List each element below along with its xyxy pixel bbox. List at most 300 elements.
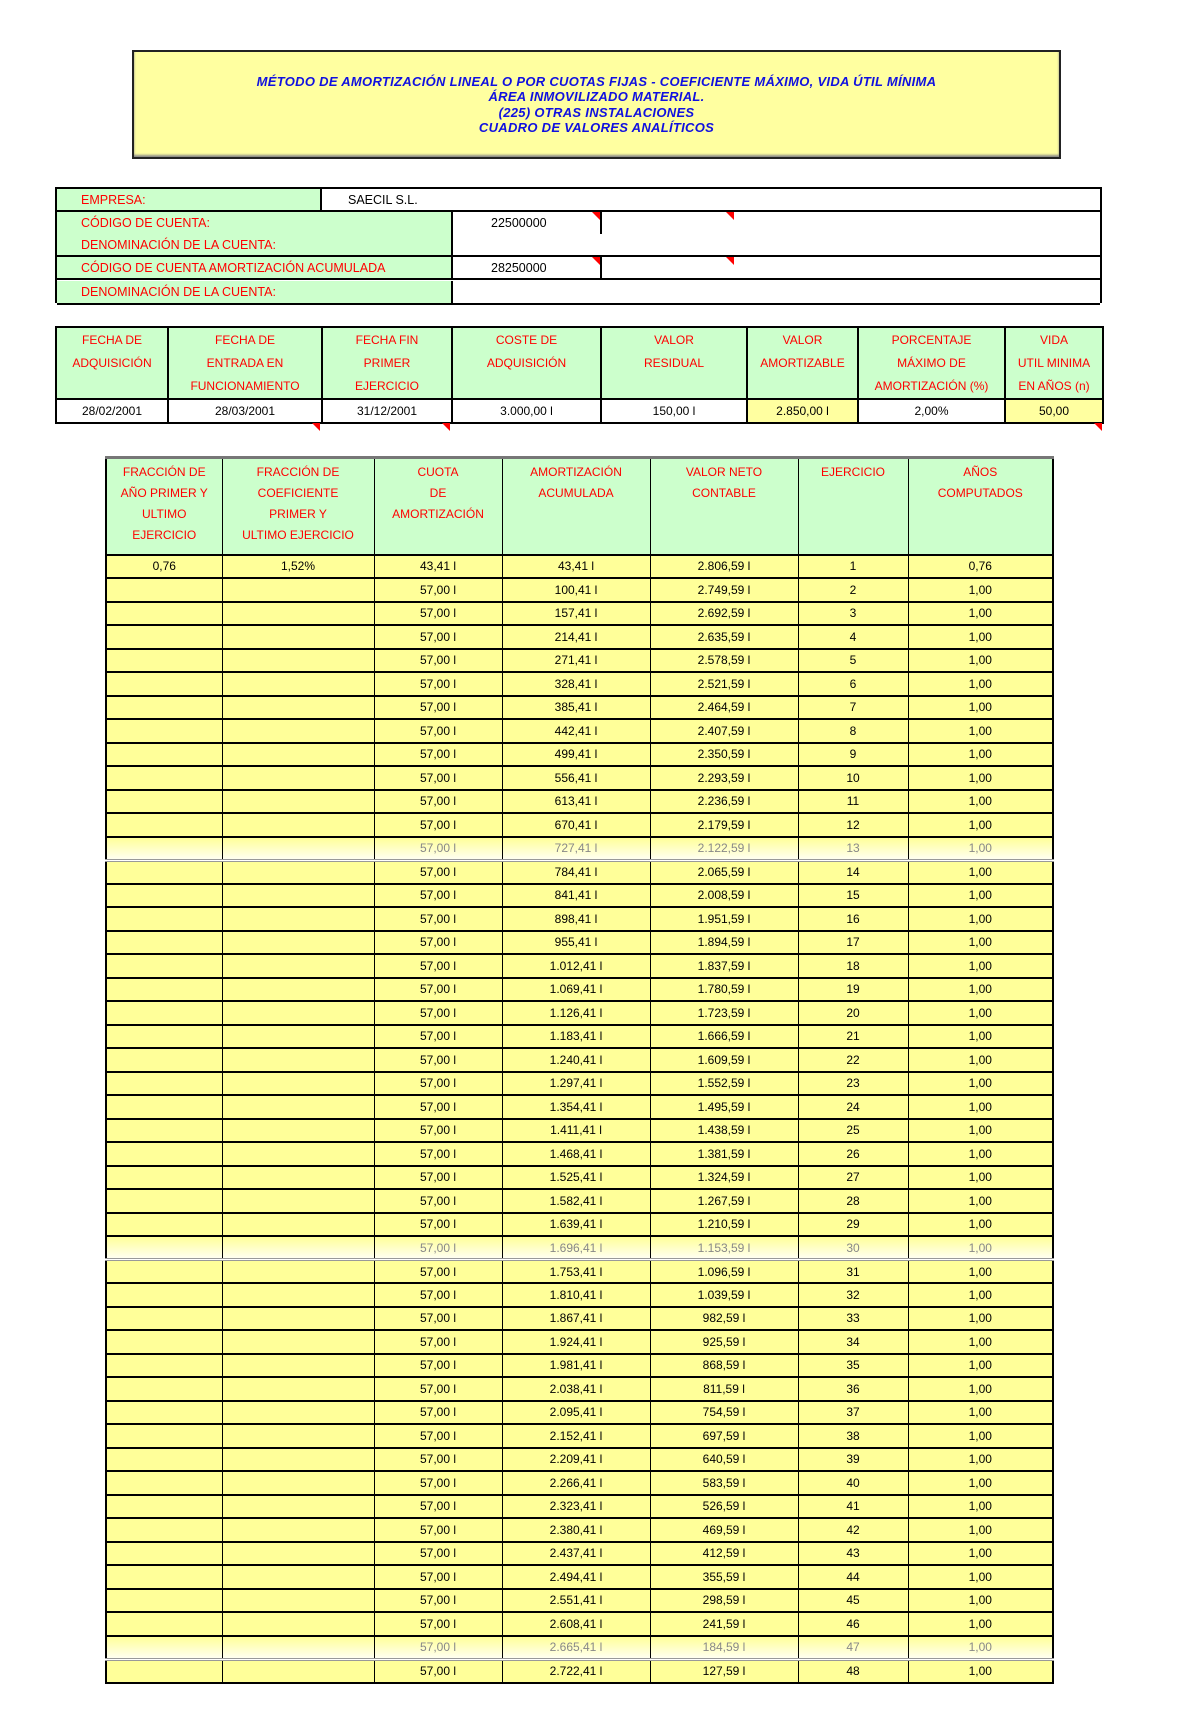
valor-neto-contable-cell[interactable]: 640,59 l [650,1448,798,1472]
cuota-amortizacion-cell[interactable]: 57,00 l [374,813,502,837]
anos-computados-cell[interactable]: 1,00 [908,1236,1053,1260]
cuota-amortizacion-cell[interactable]: 57,00 l [374,696,502,720]
ejercicio-cell[interactable]: 3 [798,602,908,626]
amortizacion-acumulada-cell[interactable]: 2.494,41 l [502,1565,650,1589]
cuota-amortizacion-cell[interactable]: 57,00 l [374,1636,502,1660]
ejercicio-cell[interactable]: 41 [798,1495,908,1519]
ejercicio-cell[interactable]: 43 [798,1542,908,1566]
fraccion-ano-cell[interactable] [106,1260,222,1284]
fraccion-ano-cell[interactable] [106,602,222,626]
valor-neto-contable-cell[interactable]: 412,59 l [650,1542,798,1566]
ejercicio-cell[interactable]: 32 [798,1283,908,1307]
fraccion-ano-cell[interactable] [106,1166,222,1190]
valor-neto-contable-cell[interactable]: 2.179,59 l [650,813,798,837]
fraccion-ano-cell[interactable] [106,1636,222,1660]
fraccion-ano-cell[interactable] [106,1307,222,1331]
fraccion-coeficiente-cell[interactable] [222,1659,374,1683]
valor-neto-contable-cell[interactable]: 583,59 l [650,1471,798,1495]
amortizacion-acumulada-cell[interactable]: 1.867,41 l [502,1307,650,1331]
comment-indicator-icon[interactable] [726,257,734,265]
ejercicio-cell[interactable]: 7 [798,696,908,720]
fraccion-ano-cell[interactable] [106,860,222,884]
anos-computados-cell[interactable]: 1,00 [908,1377,1053,1401]
fraccion-coeficiente-cell[interactable] [222,907,374,931]
amortizacion-acumulada-cell[interactable]: 499,41 l [502,743,650,767]
ejercicio-cell[interactable]: 33 [798,1307,908,1331]
amortizacion-acumulada-cell[interactable]: 1.468,41 l [502,1142,650,1166]
comment-indicator-icon[interactable] [442,423,450,431]
vida-util-minima-value[interactable]: 50,00 [1005,399,1103,423]
anos-computados-cell[interactable]: 1,00 [908,1659,1053,1683]
anos-computados-cell[interactable]: 1,00 [908,1636,1053,1660]
valor-neto-contable-cell[interactable]: 2.635,59 l [650,625,798,649]
anos-computados-cell[interactable]: 1,00 [908,954,1053,978]
fraccion-coeficiente-cell[interactable] [222,1471,374,1495]
valor-neto-contable-cell[interactable]: 1.153,59 l [650,1236,798,1260]
ejercicio-cell[interactable]: 37 [798,1401,908,1425]
amortizacion-acumulada-cell[interactable]: 2.323,41 l [502,1495,650,1519]
fraccion-ano-cell[interactable] [106,1330,222,1354]
valor-neto-contable-cell[interactable]: 1.894,59 l [650,931,798,955]
cuota-amortizacion-cell[interactable]: 57,00 l [374,1260,502,1284]
fraccion-coeficiente-cell[interactable] [222,884,374,908]
amortizacion-acumulada-cell[interactable]: 1.126,41 l [502,1001,650,1025]
ejercicio-cell[interactable]: 17 [798,931,908,955]
fraccion-coeficiente-cell[interactable] [222,954,374,978]
cuota-amortizacion-cell[interactable]: 57,00 l [374,1424,502,1448]
fraccion-coeficiente-cell[interactable] [222,743,374,767]
anos-computados-cell[interactable]: 1,00 [908,1424,1053,1448]
cuota-amortizacion-cell[interactable]: 57,00 l [374,1518,502,1542]
valor-neto-contable-cell[interactable]: 2.122,59 l [650,837,798,861]
fraccion-ano-cell[interactable] [106,1236,222,1260]
valor-neto-contable-cell[interactable]: 1.780,59 l [650,978,798,1002]
fraccion-coeficiente-cell[interactable] [222,1189,374,1213]
anos-computados-cell[interactable]: 1,00 [908,1260,1053,1284]
anos-computados-cell[interactable]: 1,00 [908,1142,1053,1166]
cuota-amortizacion-cell[interactable]: 57,00 l [374,672,502,696]
empresa-value[interactable]: SAECIL S.L. [322,189,1100,210]
fraccion-ano-cell[interactable] [106,1142,222,1166]
valor-neto-contable-cell[interactable]: 1.210,59 l [650,1213,798,1237]
amortizacion-acumulada-cell[interactable]: 1.354,41 l [502,1095,650,1119]
fraccion-coeficiente-cell[interactable] [222,931,374,955]
ejercicio-cell[interactable]: 10 [798,766,908,790]
cuota-amortizacion-cell[interactable]: 57,00 l [374,1025,502,1049]
anos-computados-cell[interactable]: 1,00 [908,1448,1053,1472]
amortizacion-acumulada-cell[interactable]: 1.012,41 l [502,954,650,978]
fraccion-ano-cell[interactable] [106,1283,222,1307]
ejercicio-cell[interactable]: 12 [798,813,908,837]
fraccion-ano-cell[interactable] [106,837,222,861]
anos-computados-cell[interactable]: 1,00 [908,813,1053,837]
fraccion-ano-cell[interactable] [106,625,222,649]
ejercicio-cell[interactable]: 18 [798,954,908,978]
ejercicio-cell[interactable]: 45 [798,1589,908,1613]
fraccion-ano-cell[interactable] [106,1659,222,1683]
amortizacion-acumulada-cell[interactable]: 2.266,41 l [502,1471,650,1495]
fraccion-ano-cell[interactable] [106,1213,222,1237]
fraccion-ano-cell[interactable] [106,1354,222,1378]
cuota-amortizacion-cell[interactable]: 57,00 l [374,1001,502,1025]
valor-neto-contable-cell[interactable]: 1.723,59 l [650,1001,798,1025]
valor-amortizable-value[interactable]: 2.850,00 l [747,399,858,423]
comment-indicator-icon[interactable] [592,212,600,220]
amortizacion-acumulada-cell[interactable]: 1.525,41 l [502,1166,650,1190]
valor-neto-contable-cell[interactable]: 811,59 l [650,1377,798,1401]
cuota-amortizacion-cell[interactable]: 57,00 l [374,625,502,649]
anos-computados-cell[interactable]: 1,00 [908,1166,1053,1190]
cuota-amortizacion-cell[interactable]: 57,00 l [374,884,502,908]
fraccion-ano-cell[interactable] [106,766,222,790]
fraccion-ano-cell[interactable] [106,1542,222,1566]
fraccion-coeficiente-cell[interactable] [222,1001,374,1025]
valor-neto-contable-cell[interactable]: 1.438,59 l [650,1119,798,1143]
cuota-amortizacion-cell[interactable]: 57,00 l [374,719,502,743]
anos-computados-cell[interactable]: 1,00 [908,1072,1053,1096]
valor-neto-contable-cell[interactable]: 2.692,59 l [650,602,798,626]
anos-computados-cell[interactable]: 1,00 [908,1189,1053,1213]
fraccion-ano-cell[interactable] [106,1377,222,1401]
fraccion-ano-cell[interactable] [106,1589,222,1613]
fraccion-ano-cell[interactable] [106,1025,222,1049]
cuota-amortizacion-cell[interactable]: 57,00 l [374,907,502,931]
fraccion-coeficiente-cell[interactable] [222,672,374,696]
anos-computados-cell[interactable]: 1,00 [908,1025,1053,1049]
cuota-amortizacion-cell[interactable]: 57,00 l [374,1612,502,1636]
fraccion-coeficiente-cell[interactable] [222,790,374,814]
codigo-cuenta-value[interactable] [453,212,602,234]
anos-computados-cell[interactable]: 1,00 [908,1565,1053,1589]
valor-neto-contable-cell[interactable]: 1.096,59 l [650,1260,798,1284]
fraccion-ano-cell[interactable] [106,672,222,696]
ejercicio-cell[interactable]: 21 [798,1025,908,1049]
fraccion-ano-cell[interactable] [106,1495,222,1519]
amortizacion-acumulada-cell[interactable]: 841,41 l [502,884,650,908]
anos-computados-cell[interactable]: 1,00 [908,1213,1053,1237]
cuota-amortizacion-cell[interactable]: 57,00 l [374,578,502,602]
denominacion-value[interactable] [453,234,1100,255]
valor-residual-value[interactable]: 150,00 l [601,399,747,423]
fraccion-ano-cell[interactable] [106,1072,222,1096]
amortizacion-acumulada-cell[interactable]: 2.665,41 l [502,1636,650,1660]
amortizacion-acumulada-cell[interactable]: 2.551,41 l [502,1589,650,1613]
amortizacion-acumulada-cell[interactable]: 1.069,41 l [502,978,650,1002]
anos-computados-cell[interactable]: 1,00 [908,978,1053,1002]
valor-neto-contable-cell[interactable]: 1.609,59 l [650,1048,798,1072]
amortizacion-acumulada-cell[interactable]: 1.753,41 l [502,1260,650,1284]
cuota-amortizacion-cell[interactable]: 57,00 l [374,1354,502,1378]
amortizacion-acumulada-cell[interactable]: 442,41 l [502,719,650,743]
cuota-amortizacion-cell[interactable]: 57,00 l [374,1095,502,1119]
fraccion-coeficiente-cell[interactable] [222,578,374,602]
codigo-cuenta-extra[interactable] [602,212,1100,234]
amortizacion-acumulada-cell[interactable]: 1.411,41 l [502,1119,650,1143]
valor-neto-contable-cell[interactable]: 298,59 l [650,1589,798,1613]
fraccion-ano-cell[interactable] [106,1119,222,1143]
amortizacion-acumulada-cell[interactable]: 2.722,41 l [502,1659,650,1683]
fraccion-coeficiente-cell[interactable] [222,1072,374,1096]
porcentaje-maximo-value[interactable]: 2,00% [858,399,1005,423]
fraccion-ano-cell[interactable] [106,1565,222,1589]
fraccion-coeficiente-cell[interactable] [222,625,374,649]
comment-indicator-icon[interactable] [592,257,600,265]
fraccion-ano-cell[interactable] [106,1448,222,1472]
valor-neto-contable-cell[interactable]: 1.039,59 l [650,1283,798,1307]
anos-computados-cell[interactable]: 1,00 [908,837,1053,861]
cuota-amortizacion-cell[interactable]: 57,00 l [374,1142,502,1166]
codigo-amort-value[interactable] [453,257,602,278]
cuota-amortizacion-cell[interactable]: 57,00 l [374,649,502,673]
anos-computados-cell[interactable]: 1,00 [908,790,1053,814]
fraccion-coeficiente-cell[interactable] [222,1025,374,1049]
valor-neto-contable-cell[interactable]: 184,59 l [650,1636,798,1660]
fraccion-ano-cell[interactable] [106,1001,222,1025]
anos-computados-cell[interactable]: 1,00 [908,1001,1053,1025]
amortizacion-acumulada-cell[interactable]: 1.924,41 l [502,1330,650,1354]
ejercicio-cell[interactable]: 27 [798,1166,908,1190]
codigo-amort-extra[interactable] [602,257,1100,278]
cuota-amortizacion-cell[interactable]: 57,00 l [374,1471,502,1495]
fraccion-coeficiente-cell[interactable] [222,1330,374,1354]
ejercicio-cell[interactable]: 39 [798,1448,908,1472]
valor-neto-contable-cell[interactable]: 868,59 l [650,1354,798,1378]
anos-computados-cell[interactable]: 1,00 [908,884,1053,908]
anos-computados-cell[interactable]: 1,00 [908,1589,1053,1613]
anos-computados-cell[interactable]: 1,00 [908,1048,1053,1072]
fraccion-ano-cell[interactable] [106,813,222,837]
amortizacion-acumulada-cell[interactable]: 2.608,41 l [502,1612,650,1636]
fraccion-ano-cell[interactable] [106,1424,222,1448]
anos-computados-cell[interactable]: 1,00 [908,743,1053,767]
cuota-amortizacion-cell[interactable]: 57,00 l [374,1565,502,1589]
ejercicio-cell[interactable]: 15 [798,884,908,908]
fraccion-ano-cell[interactable] [106,696,222,720]
fraccion-ano-cell[interactable] [106,578,222,602]
fraccion-ano-cell[interactable] [106,931,222,955]
fraccion-ano-cell[interactable] [106,1048,222,1072]
ejercicio-cell[interactable]: 30 [798,1236,908,1260]
fraccion-coeficiente-cell[interactable] [222,1565,374,1589]
fraccion-ano-cell[interactable]: 0,76 [106,555,222,579]
fraccion-ano-cell[interactable] [106,907,222,931]
cuota-amortizacion-cell[interactable]: 57,00 l [374,743,502,767]
cuota-amortizacion-cell[interactable]: 57,00 l [374,1119,502,1143]
ejercicio-cell[interactable]: 13 [798,837,908,861]
cuota-amortizacion-cell[interactable]: 57,00 l [374,1495,502,1519]
ejercicio-cell[interactable]: 35 [798,1354,908,1378]
amortizacion-acumulada-cell[interactable]: 784,41 l [502,860,650,884]
valor-neto-contable-cell[interactable]: 526,59 l [650,1495,798,1519]
ejercicio-cell[interactable]: 48 [798,1659,908,1683]
amortizacion-acumulada-cell[interactable]: 1.297,41 l [502,1072,650,1096]
fraccion-ano-cell[interactable] [106,1401,222,1425]
anos-computados-cell[interactable]: 1,00 [908,907,1053,931]
amortizacion-acumulada-cell[interactable]: 556,41 l [502,766,650,790]
fraccion-coeficiente-cell[interactable] [222,602,374,626]
fraccion-coeficiente-cell[interactable] [222,1048,374,1072]
cuota-amortizacion-cell[interactable]: 57,00 l [374,790,502,814]
fraccion-coeficiente-cell[interactable] [222,1142,374,1166]
amortizacion-acumulada-cell[interactable]: 1.240,41 l [502,1048,650,1072]
ejercicio-cell[interactable]: 4 [798,625,908,649]
ejercicio-cell[interactable]: 47 [798,1636,908,1660]
amortizacion-acumulada-cell[interactable]: 1.810,41 l [502,1283,650,1307]
ejercicio-cell[interactable]: 31 [798,1260,908,1284]
fraccion-coeficiente-cell[interactable] [222,1518,374,1542]
amortizacion-acumulada-cell[interactable]: 214,41 l [502,625,650,649]
valor-neto-contable-cell[interactable]: 1.666,59 l [650,1025,798,1049]
fraccion-ano-cell[interactable] [106,649,222,673]
denominacion2-value[interactable] [453,281,1100,303]
valor-neto-contable-cell[interactable]: 2.521,59 l [650,672,798,696]
cuota-amortizacion-cell[interactable]: 57,00 l [374,860,502,884]
valor-neto-contable-cell[interactable]: 2.407,59 l [650,719,798,743]
amortizacion-acumulada-cell[interactable]: 898,41 l [502,907,650,931]
ejercicio-cell[interactable]: 14 [798,860,908,884]
fraccion-coeficiente-cell[interactable] [222,860,374,884]
anos-computados-cell[interactable]: 1,00 [908,625,1053,649]
ejercicio-cell[interactable]: 8 [798,719,908,743]
ejercicio-cell[interactable]: 28 [798,1189,908,1213]
cuota-amortizacion-cell[interactable]: 57,00 l [374,954,502,978]
anos-computados-cell[interactable]: 1,00 [908,860,1053,884]
amortizacion-acumulada-cell[interactable]: 43,41 l [502,555,650,579]
cuota-amortizacion-cell[interactable]: 57,00 l [374,1048,502,1072]
anos-computados-cell[interactable]: 1,00 [908,696,1053,720]
amortizacion-acumulada-cell[interactable]: 100,41 l [502,578,650,602]
anos-computados-cell[interactable]: 1,00 [908,766,1053,790]
fraccion-coeficiente-cell[interactable]: 1,52% [222,555,374,579]
valor-neto-contable-cell[interactable]: 1.837,59 l [650,954,798,978]
valor-neto-contable-cell[interactable]: 1.381,59 l [650,1142,798,1166]
ejercicio-cell[interactable]: 20 [798,1001,908,1025]
ejercicio-cell[interactable]: 38 [798,1424,908,1448]
cuota-amortizacion-cell[interactable]: 57,00 l [374,1283,502,1307]
ejercicio-cell[interactable]: 22 [798,1048,908,1072]
valor-neto-contable-cell[interactable]: 127,59 l [650,1659,798,1683]
ejercicio-cell[interactable]: 25 [798,1119,908,1143]
cuota-amortizacion-cell[interactable]: 57,00 l [374,1307,502,1331]
fraccion-coeficiente-cell[interactable] [222,837,374,861]
anos-computados-cell[interactable]: 1,00 [908,672,1053,696]
anos-computados-cell[interactable]: 1,00 [908,1354,1053,1378]
comment-indicator-icon[interactable] [1094,423,1102,431]
fraccion-coeficiente-cell[interactable] [222,1213,374,1237]
amortizacion-acumulada-cell[interactable]: 1.696,41 l [502,1236,650,1260]
fraccion-coeficiente-cell[interactable] [222,1260,374,1284]
valor-neto-contable-cell[interactable]: 469,59 l [650,1518,798,1542]
fraccion-coeficiente-cell[interactable] [222,649,374,673]
coste-adquisicion-value[interactable]: 3.000,00 l [452,399,601,423]
amortizacion-acumulada-cell[interactable]: 385,41 l [502,696,650,720]
ejercicio-cell[interactable]: 9 [798,743,908,767]
ejercicio-cell[interactable]: 5 [798,649,908,673]
valor-neto-contable-cell[interactable]: 1.324,59 l [650,1166,798,1190]
amortizacion-acumulada-cell[interactable]: 1.582,41 l [502,1189,650,1213]
comment-indicator-icon[interactable] [726,212,734,220]
fraccion-coeficiente-cell[interactable] [222,1589,374,1613]
cuota-amortizacion-cell[interactable]: 57,00 l [374,1401,502,1425]
ejercicio-cell[interactable]: 23 [798,1072,908,1096]
fraccion-ano-cell[interactable] [106,1095,222,1119]
fraccion-ano-cell[interactable] [106,954,222,978]
ejercicio-cell[interactable]: 24 [798,1095,908,1119]
ejercicio-cell[interactable]: 46 [798,1612,908,1636]
cuota-amortizacion-cell[interactable]: 57,00 l [374,1589,502,1613]
amortizacion-acumulada-cell[interactable]: 727,41 l [502,837,650,861]
valor-neto-contable-cell[interactable]: 1.951,59 l [650,907,798,931]
valor-neto-contable-cell[interactable]: 1.552,59 l [650,1072,798,1096]
amortizacion-acumulada-cell[interactable]: 2.437,41 l [502,1542,650,1566]
valor-neto-contable-cell[interactable]: 2.806,59 l [650,555,798,579]
fraccion-coeficiente-cell[interactable] [222,1307,374,1331]
cuota-amortizacion-cell[interactable]: 57,00 l [374,1189,502,1213]
amortizacion-acumulada-cell[interactable]: 271,41 l [502,649,650,673]
anos-computados-cell[interactable]: 1,00 [908,1495,1053,1519]
valor-neto-contable-cell[interactable]: 754,59 l [650,1401,798,1425]
ejercicio-cell[interactable]: 36 [798,1377,908,1401]
fraccion-coeficiente-cell[interactable] [222,1166,374,1190]
cuota-amortizacion-cell[interactable]: 57,00 l [374,1542,502,1566]
anos-computados-cell[interactable]: 1,00 [908,1542,1053,1566]
fraccion-coeficiente-cell[interactable] [222,1448,374,1472]
fraccion-ano-cell[interactable] [106,1471,222,1495]
cuota-amortizacion-cell[interactable]: 57,00 l [374,837,502,861]
anos-computados-cell[interactable]: 1,00 [908,1471,1053,1495]
anos-computados-cell[interactable]: 1,00 [908,1283,1053,1307]
valor-neto-contable-cell[interactable]: 241,59 l [650,1612,798,1636]
fecha-entrada-funcionamiento-value[interactable]: 28/03/2001 [168,399,322,423]
cuota-amortizacion-cell[interactable]: 57,00 l [374,1166,502,1190]
amortizacion-acumulada-cell[interactable]: 2.152,41 l [502,1424,650,1448]
fecha-fin-primer-ejercicio-value[interactable]: 31/12/2001 [322,399,452,423]
amortizacion-acumulada-cell[interactable]: 670,41 l [502,813,650,837]
anos-computados-cell[interactable]: 1,00 [908,649,1053,673]
fraccion-coeficiente-cell[interactable] [222,1283,374,1307]
ejercicio-cell[interactable]: 26 [798,1142,908,1166]
amortizacion-acumulada-cell[interactable]: 1.639,41 l [502,1213,650,1237]
anos-computados-cell[interactable]: 1,00 [908,578,1053,602]
amortizacion-acumulada-cell[interactable]: 2.095,41 l [502,1401,650,1425]
fraccion-ano-cell[interactable] [106,1189,222,1213]
valor-neto-contable-cell[interactable]: 2.578,59 l [650,649,798,673]
anos-computados-cell[interactable]: 1,00 [908,1330,1053,1354]
cuota-amortizacion-cell[interactable]: 57,00 l [374,1330,502,1354]
valor-neto-contable-cell[interactable]: 2.008,59 l [650,884,798,908]
valor-neto-contable-cell[interactable]: 2.749,59 l [650,578,798,602]
anos-computados-cell[interactable]: 1,00 [908,1307,1053,1331]
fraccion-coeficiente-cell[interactable] [222,1377,374,1401]
fraccion-coeficiente-cell[interactable] [222,1401,374,1425]
amortizacion-acumulada-cell[interactable]: 328,41 l [502,672,650,696]
cuota-amortizacion-cell[interactable]: 57,00 l [374,602,502,626]
cuota-amortizacion-cell[interactable]: 57,00 l [374,1659,502,1683]
cuota-amortizacion-cell[interactable]: 57,00 l [374,766,502,790]
ejercicio-cell[interactable]: 16 [798,907,908,931]
fraccion-coeficiente-cell[interactable] [222,1119,374,1143]
valor-neto-contable-cell[interactable]: 1.267,59 l [650,1189,798,1213]
amortizacion-acumulada-cell[interactable]: 1.183,41 l [502,1025,650,1049]
anos-computados-cell[interactable]: 1,00 [908,719,1053,743]
fraccion-coeficiente-cell[interactable] [222,1495,374,1519]
valor-neto-contable-cell[interactable]: 2.236,59 l [650,790,798,814]
ejercicio-cell[interactable]: 19 [798,978,908,1002]
valor-neto-contable-cell[interactable]: 2.350,59 l [650,743,798,767]
cuota-amortizacion-cell[interactable]: 57,00 l [374,931,502,955]
ejercicio-cell[interactable]: 42 [798,1518,908,1542]
anos-computados-cell[interactable]: 1,00 [908,1612,1053,1636]
